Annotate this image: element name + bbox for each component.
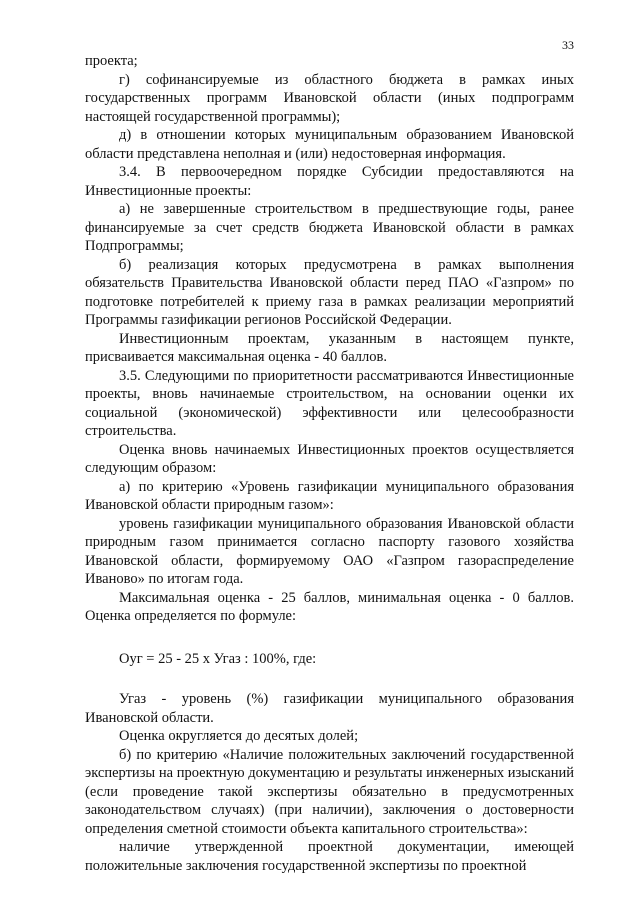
paragraph-criterion-b: б) по критерию «Наличие положительных заключений государственной экспертизы на проектную документацию и результаты инженерных изысканий (если проведение такой экспертизы обязательно в предусмотренных законодательством случаях) (при наличии), заключения о достоверности определения сметной стоимости объекта капитального строительства»: [85, 746, 574, 837]
paragraph-clause-3-4: 3.4. В первоочередном порядке Субсидии предоставляются на Инвестиционные проекты: [85, 164, 574, 199]
paragraph-max-score-40: Инвестиционным проектам, указанным в настоящем пункте, присваивается максимальная оценка - 40 баллов. [85, 330, 574, 365]
formula: Оуг = 25 - 25 х Угаз : 100%, где: [119, 650, 317, 667]
paragraph-continuation: проекта; [85, 53, 138, 69]
paragraph-item-a-unfinished: а) не завершенные строительством в предшествующие годы, ранее финансируемые за счет средств бюджета Ивановской области в рамках Подпрограммы; [85, 201, 574, 254]
paragraph-item-g: г) софинансируемые из областного бюджета в рамках иных государственных программ Ивановской области (иных подпрограмм настоящей государственной программы); [85, 71, 574, 125]
paragraph-ugaz-definition: Угаз - уровень (%) газификации муниципального образования Ивановской области. [85, 691, 574, 726]
paragraph-clause-3-5: 3.5. Следующими по приоритетности рассматриваются Инвестиционные проекты, вновь начинаемые строительством, на основании оценки их социальной (экономической) эффективности или целесообразности строительства. [85, 367, 574, 439]
paragraph-evaluation-method: Оценка вновь начинаемых Инвестиционных проектов осуществляется следующим образом: [85, 441, 574, 476]
document-body [85, 52, 574, 875]
page-number: 33 [562, 38, 574, 52]
paragraph-score-range: Максимальная оценка - 25 баллов, минимальная оценка - 0 баллов. Оценка определяется по формуле: [85, 589, 574, 624]
paragraph-approved-documentation: наличие утвержденной проектной документации, имеющей положительные заключения государственной экспертизы по проектной [85, 839, 574, 874]
paragraph-item-d: д) в отношении которых муниципальным образованием Ивановской области представлена неполная и (или) недостоверная информация. [85, 127, 574, 162]
paragraph-rounding: Оценка округляется до десятых долей; [119, 728, 359, 744]
paragraph-criterion-a: а) по критерию «Уровень газификации муниципального образования Ивановской области природным газом»: [85, 478, 574, 513]
paragraph-gas-level: уровень газификации муниципального образования Ивановской области природным газом принимается согласно паспорту газового хозяйства Ивановской области, формируемому ОАО «Газпром газораспределение Иваново» по итогам года. [85, 515, 574, 587]
paragraph-item-b-gazprom: б) реализация которых предусмотрена в рамках выполнения обязательств Правительства Ивановской области перед ПАО «Газпром» по подготовке потребителей к приему газа в рамках реализации мероприятий Программы газификации регионов Российской Федерации. [85, 256, 574, 328]
